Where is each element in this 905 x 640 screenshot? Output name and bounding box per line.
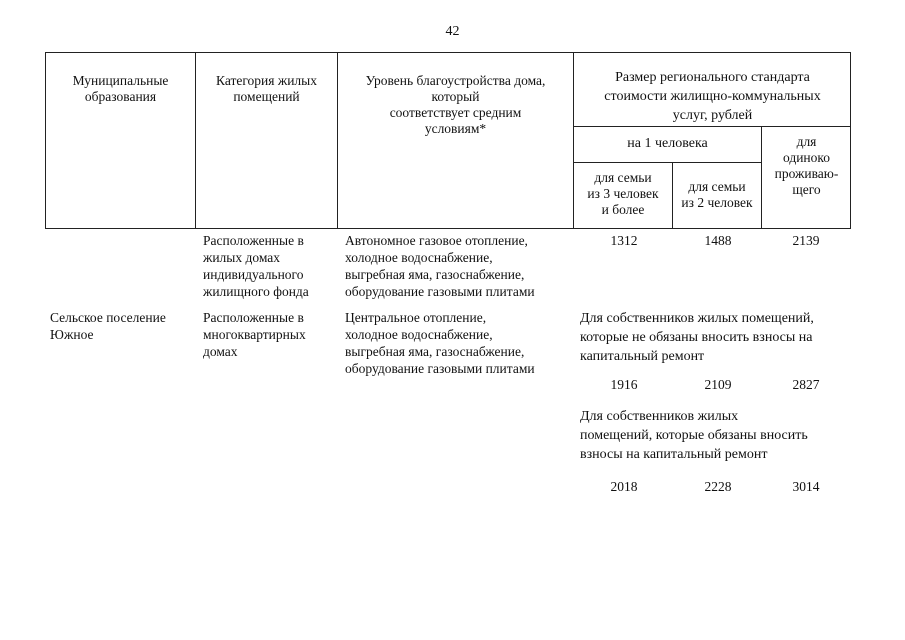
header-bottom-border — [45, 228, 851, 229]
row1-level: Автономное газовое отопление, холодное водоснабжение, выгребная яма, газоснабжение, оборудование газовыми плитами — [345, 233, 535, 299]
row2-level: Центральное отопление, холодное водоснабжение, выгребная яма, газоснабжение, оборудование газовыми плитами — [345, 310, 535, 376]
header-municipality: Муниципальные образования — [72, 73, 169, 104]
divider-per-person — [573, 162, 761, 163]
header-category: Категория жилых помещений — [216, 73, 317, 104]
row2-note-not-obliged: Для собственников жилых помещений, которые не обязаны вносить взносы на капитальный ремонт — [580, 311, 814, 364]
header-top-border — [45, 52, 851, 53]
row2-category: Расположенные в многоквартирных домах — [203, 310, 306, 359]
row2a-value-family2: 2109 — [704, 377, 732, 392]
row1-value-family3: 1312 — [610, 233, 638, 248]
header-per-person: на 1 человека — [627, 136, 708, 151]
row2b-value-family2: 2228 — [704, 479, 732, 494]
header-family2: для семьи из 2 человек — [681, 179, 753, 210]
row1-category: Расположенные в жилых домах индивидуального жилищного фонда — [203, 233, 309, 299]
header-standard: Размер регионального стандарта стоимости жилищно-коммунальных услуг, рублей — [604, 70, 821, 123]
row2b-value-single: 3014 — [792, 479, 820, 494]
row1-value-single: 2139 — [792, 233, 820, 248]
row2-municipality: Сельское поселение Южное — [50, 310, 166, 342]
header-family3: для семьи из 3 человек и более — [587, 170, 659, 217]
row2-note-obliged: Для собственников жилых помещений, которые обязаны вносить взносы на капитальный ремонт — [580, 409, 808, 462]
row2a-value-family3: 1916 — [610, 377, 638, 392]
divider-standard-sub — [573, 126, 851, 127]
page-number: 42 — [445, 24, 460, 39]
table-header — [45, 52, 851, 229]
row2a-value-single: 2827 — [792, 377, 820, 392]
row2b-value-family3: 2018 — [610, 479, 638, 494]
header-level: Уровень благоустройства дома, который соответствует средним условиям* — [365, 73, 546, 136]
row1-value-family2: 1488 — [704, 233, 732, 248]
header-single: для одиноко проживаю- щего — [774, 134, 839, 197]
